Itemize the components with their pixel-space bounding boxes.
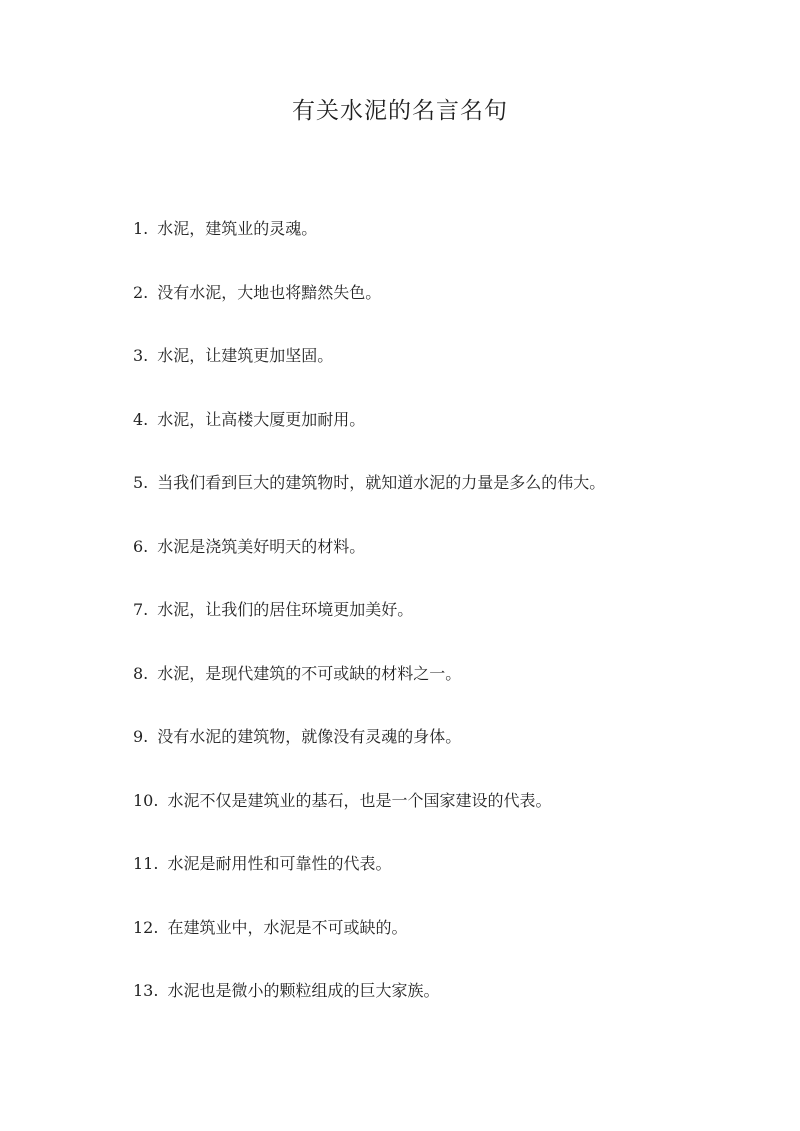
- quote-item: [133, 913, 753, 977]
- quote-number: 1.: [133, 219, 149, 238]
- quote-number: 7.: [133, 600, 149, 619]
- quote-number: 10.: [133, 790, 159, 810]
- quote-item: [133, 976, 753, 1040]
- quote-text: 水泥是耐用性和可靠性的代表。: [167, 854, 392, 873]
- quote-text: 水泥是浇筑美好明天的材料。: [157, 536, 366, 556]
- quote-number: 2.: [133, 282, 149, 302]
- quote-item: [133, 278, 753, 342]
- quote-text: 水泥也是微小的颗粒组成的巨大家族。: [167, 981, 440, 1000]
- quote-item: [133, 405, 753, 469]
- quote-text: 水泥，建筑业的灵魂。: [157, 219, 318, 238]
- quote-text: 没有水泥，大地也将黯然失色。: [157, 282, 382, 302]
- quote-number: 4.: [133, 409, 149, 429]
- quote-item: [133, 595, 753, 659]
- quote-item: [133, 532, 753, 596]
- quote-item: [133, 786, 753, 850]
- quote-text: 当我们看到巨大的建筑物时，就知道水泥的力量是多么的伟大。: [157, 473, 606, 492]
- quote-item: [133, 341, 753, 405]
- quote-item: [133, 659, 753, 723]
- quote-number: 9.: [133, 727, 149, 746]
- quote-text: 水泥，让建筑更加坚固。: [157, 346, 334, 365]
- quote-item: [133, 722, 753, 786]
- quote-text: 水泥，是现代建筑的不可或缺的材料之一。: [157, 663, 462, 683]
- quote-number: 6.: [133, 536, 149, 556]
- quote-number: 3.: [133, 346, 149, 365]
- quote-text: 水泥，让高楼大厦更加耐用。: [157, 409, 366, 429]
- quote-number: 12.: [133, 917, 159, 937]
- quote-item: [133, 468, 753, 532]
- quote-number: 8.: [133, 663, 149, 683]
- quote-item: [133, 214, 753, 278]
- quote-number: 11.: [133, 854, 159, 873]
- quote-number: 5.: [133, 473, 149, 492]
- quote-list: [133, 214, 753, 1040]
- quote-text: 在建筑业中，水泥是不可或缺的。: [167, 917, 408, 937]
- quote-text: 水泥，让我们的居住环境更加美好。: [157, 600, 414, 619]
- quote-number: 13.: [133, 981, 159, 1000]
- quote-item: [133, 849, 753, 913]
- quote-text: 没有水泥的建筑物，就像没有灵魂的身体。: [157, 727, 462, 746]
- document-title: 有关水泥的名言名句: [292, 98, 508, 124]
- quote-text: 水泥不仅是建筑业的基石，也是一个国家建设的代表。: [167, 790, 552, 810]
